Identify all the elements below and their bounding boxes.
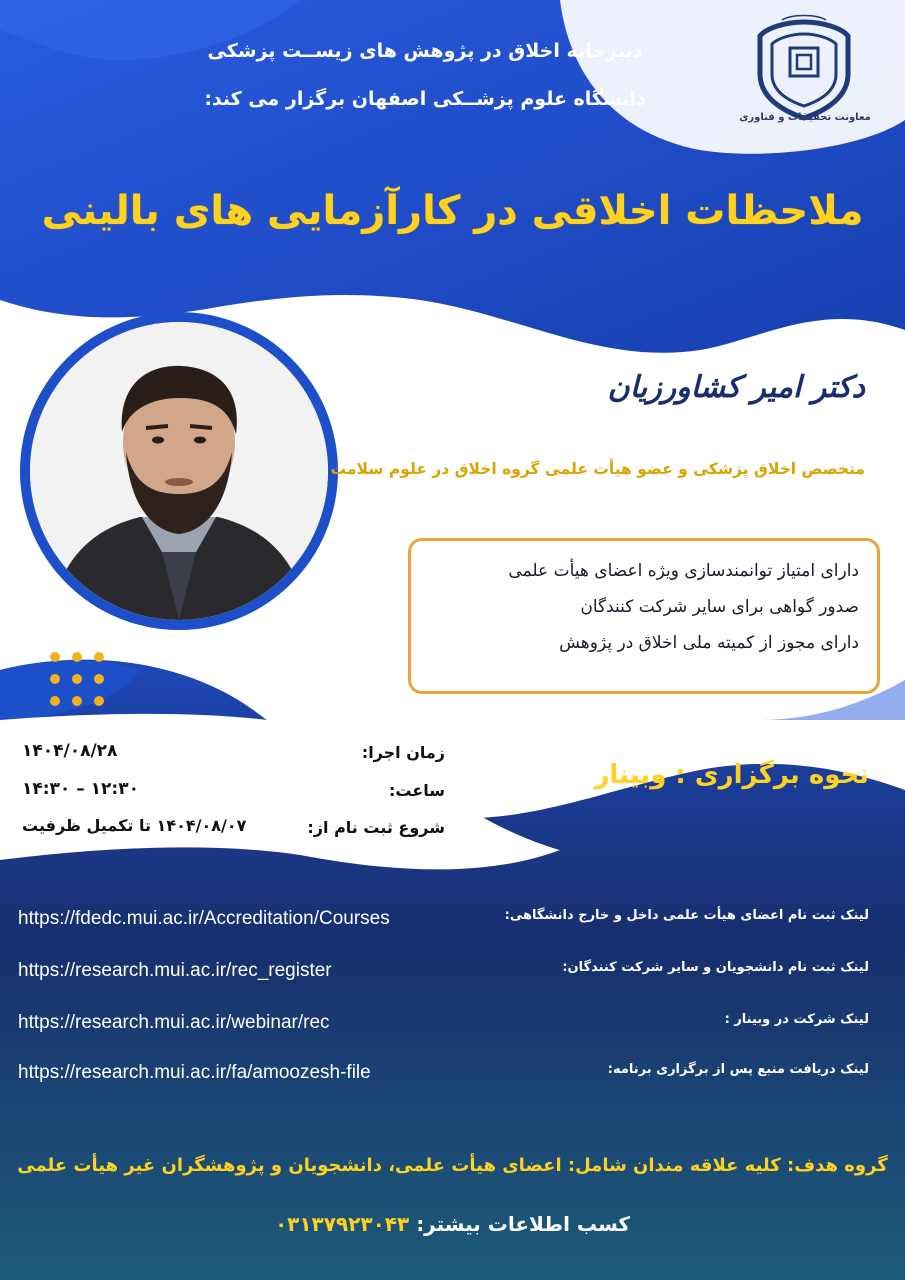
- speaker-role: متخصص اخلاق پزشکی و عضو هیأت علمی گروه اخلاق در علوم سلامت: [330, 460, 865, 478]
- event-title: ملاحظات اخلاقی در کارآزمایی های بالینی: [41, 188, 864, 234]
- date-value: ۱۴۰۴/۰۸/۲۸: [22, 741, 118, 761]
- registration-value: ۱۴۰۴/۰۸/۰۷ تا تکمیل ظرفیت: [22, 816, 247, 835]
- link-label: لینک ثبت نام دانشجویان و سایر شرکت کنندگان:: [562, 960, 869, 975]
- link-url[interactable]: https://research.mui.ac.ir/webinar/rec: [18, 1012, 330, 1033]
- link-label: لینک ثبت نام اعضای هیأت علمی داخل و خارج دانشگاهی:: [504, 908, 869, 923]
- feature-item: صدور گواهی برای سایر شرکت کنندگان: [580, 597, 859, 617]
- organizer-line-1: دبیرخانه اخلاق در پژوهش های زیســت پزشکی: [207, 40, 643, 62]
- contact-info: [0, 1212, 905, 1236]
- date-label: زمان اجرا:: [361, 743, 445, 762]
- time-value: ۱۴:۳۰ – ۱۲:۳۰: [22, 779, 139, 799]
- link-url[interactable]: https://fdedc.mui.ac.ir/Accreditation/Courses: [18, 908, 390, 929]
- link-url[interactable]: https://research.mui.ac.ir/fa/amoozesh-file: [18, 1062, 371, 1083]
- registration-label: شروع ثبت نام از:: [307, 818, 445, 837]
- organizer-line-2: دانشگاه علوم پزشــکی اصفهان برگزار می کند:: [204, 88, 646, 110]
- link-label: لینک دریافت منبع پس از برگزاری برنامه:: [607, 1062, 869, 1077]
- link-row: [0, 908, 905, 938]
- speaker-name: دکتر امیر کشاورزیان: [607, 370, 865, 405]
- feature-item: دارای مجوز از کمیته ملی اخلاق در پژوهش: [559, 633, 859, 653]
- target-group: گروه هدف: کلیه علاقه مندان شامل: اعضای هیأت علمی، دانشجویان و پژوهشگران غیر هیأت علمی: [17, 1155, 888, 1176]
- features-box: [408, 538, 880, 694]
- contact-phone: ۰۳۱۳۷۹۲۳۰۴۳: [274, 1212, 410, 1236]
- time-label: ساعت:: [388, 781, 445, 800]
- link-label: لینک شرکت در وبینار :: [724, 1012, 869, 1027]
- link-row: [0, 1062, 905, 1092]
- delivery-mode: نحوه برگزاری : وبینار: [594, 760, 869, 790]
- link-row: [0, 1012, 905, 1042]
- decorative-dots: [48, 650, 106, 708]
- university-logo: [752, 14, 857, 124]
- link-row: [0, 960, 905, 990]
- logo-caption: معاونت تحقیقات و فناوری: [739, 112, 871, 123]
- link-url[interactable]: https://research.mui.ac.ir/rec_register: [18, 960, 332, 981]
- contact-label: کسب اطلاعات بیشتر:: [416, 1212, 631, 1236]
- feature-item: دارای امتیاز توانمندسازی ویژه اعضای هیأت علمی: [508, 561, 859, 581]
